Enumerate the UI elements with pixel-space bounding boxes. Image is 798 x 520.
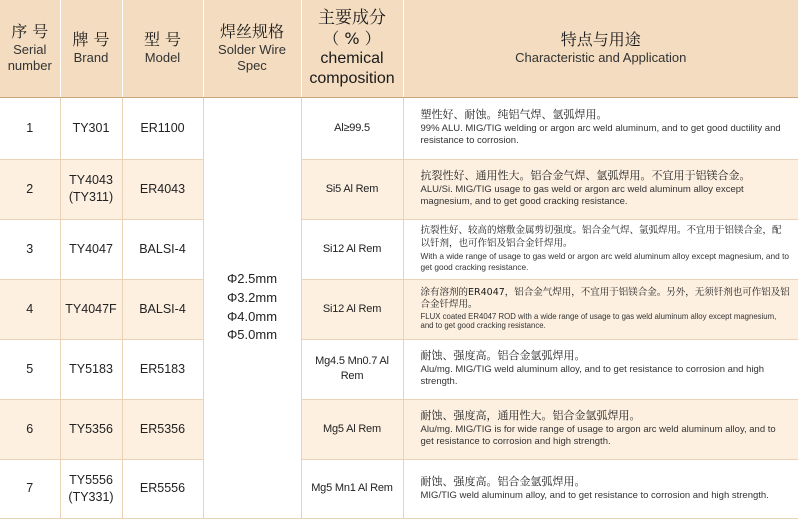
header-composition — [301, 0, 403, 97]
header-model-en: Model — [144, 50, 181, 66]
application-cell — [403, 219, 798, 279]
application-cn: 耐蚀、强度高，通用性大。铝合金氩弧焊用。 — [420, 409, 641, 423]
application-cn: 耐蚀、强度高。铝合金氩弧焊用。 — [420, 349, 586, 363]
header-row — [0, 0, 798, 97]
serial-cell: 1 — [0, 97, 60, 159]
application-cell — [403, 339, 798, 399]
brand-alias: (TY311) — [68, 190, 114, 204]
composition-cell: Mg5 Al Rem — [301, 399, 403, 459]
wire-spec-value: Φ2.5mm — [226, 270, 278, 286]
serial-cell: 4 — [0, 279, 60, 339]
header-composition-en: chemical composition — [309, 49, 395, 87]
brand-cell — [60, 97, 122, 159]
header-application — [403, 0, 798, 97]
model-cell: BALSI-4 — [122, 219, 203, 279]
composition-cell: Si5 Al Rem — [301, 159, 403, 219]
application-cn: 抗裂性好、通用性大。铝合金气焊、氩弧焊用。不宜用于铝镁合金。 — [420, 169, 751, 183]
serial-cell: 2 — [0, 159, 60, 219]
application-cn: 涂有溶剂的ER4047，铝合金气焊用，不宜用于铝镁合金。另外，无须钎剂也可作铝及铝合金钎焊用。 — [420, 286, 790, 311]
header-composition-cn: 主要成分 — [318, 7, 386, 28]
model-cell: ER5183 — [122, 339, 203, 399]
application-cell — [403, 97, 798, 159]
table-row — [0, 459, 798, 518]
model-cell: ER5556 — [122, 459, 203, 518]
serial-cell: 5 — [0, 339, 60, 399]
brand-code: TY5183 — [69, 361, 113, 376]
application-en: 99% ALU. MIG/TIG welding or argon arc weld aluminum, and to get good ductility and resistance to corrosion. — [420, 123, 781, 147]
header-serial-en: Serial number — [7, 42, 52, 74]
application-cell — [403, 159, 798, 219]
header-application-en: Characteristic and Application — [515, 50, 687, 66]
composition-cell: Mg4.5 Mn0.7 Al Rem — [301, 339, 403, 399]
serial-cell: 3 — [0, 219, 60, 279]
application-en: Alu/mg. MIG/TIG weld aluminum alloy, and to get resistance to corrosion and high strength. — [420, 364, 765, 388]
application-en: FLUX coated ER4047 ROD with a wide range of usage to gas weld aluminum alloy except magnesium, and to get good cracking resistance. — [420, 311, 777, 331]
application-cn: 抗裂性好、较高的熔敷金属剪切强度。铝合金气焊、氩弧焊用。不宜用于铝镁合金，配以钎剂，也可作铝及铝合金钎焊用。 — [420, 225, 782, 250]
serial-cell: 6 — [0, 399, 60, 459]
model-cell: BALSI-4 — [122, 279, 203, 339]
serial-cell: 7 — [0, 459, 60, 518]
table-row — [0, 159, 798, 219]
application-en: ALU/Si. MIG/TIG usage to gas weld or argon arc weld aluminum alloy except magnesium, and to get good cracking resistance. — [420, 184, 744, 208]
brand-code: TY5356 — [69, 421, 113, 436]
header-brand-cn: 牌 号 — [72, 30, 110, 50]
application-en: With a wide range of usage to gas weld or argon arc weld aluminum alloy except magnesium, and to get good cracking resistance. — [420, 251, 789, 272]
table-row — [0, 399, 798, 459]
brand-code: TY4047F — [65, 301, 117, 316]
application-cell — [403, 459, 798, 518]
model-cell: ER4043 — [122, 159, 203, 219]
brand-cell — [60, 339, 122, 399]
composition-cell: Si12 Al Rem — [301, 219, 403, 279]
header-composition-unit: （ % ） — [323, 28, 381, 48]
wire-spec-cell — [203, 97, 301, 518]
composition-cell: Si12 Al Rem — [301, 279, 403, 339]
brand-cell — [60, 399, 122, 459]
brand-code: TY4047 — [69, 241, 113, 256]
header-spec-en: Solder Wire Spec — [218, 42, 286, 74]
wire-spec-value: Φ3.2mm — [226, 289, 278, 305]
header-brand — [60, 0, 122, 97]
header-spec-cn: 焊丝规格 — [219, 22, 284, 41]
application-cell — [403, 279, 798, 339]
brand-cell — [60, 219, 122, 279]
header-model-cn: 型 号 — [143, 30, 182, 50]
brand-cell — [60, 279, 122, 339]
composition-cell: Al≥99.5 — [301, 97, 403, 159]
application-cell — [403, 399, 798, 459]
wire-spec-value: Φ4.0mm — [226, 308, 278, 324]
brand-cell — [60, 459, 122, 518]
brand-alias: (TY331) — [68, 489, 114, 504]
model-cell: ER5356 — [122, 399, 203, 459]
table-row — [0, 97, 798, 159]
application-en: Alu/mg. MIG/TIG is for wide range of usage to argon arc weld aluminum alloy, and to get resistance to corrosion and high strength. — [420, 424, 776, 448]
composition-cell: Mg5 Mn1 Al Rem — [301, 459, 403, 518]
table-row — [0, 219, 798, 279]
application-cn: 塑性好、耐蚀。纯铝气焊、氩弧焊用。 — [420, 108, 608, 122]
brand-code: TY5556 — [69, 472, 113, 487]
table-row — [0, 339, 798, 399]
header-application-cn: 特点与用途 — [560, 30, 641, 50]
header-spec — [203, 0, 301, 97]
header-model — [122, 0, 203, 97]
header-serial — [0, 0, 60, 97]
brand-code: TY4043 — [69, 173, 113, 188]
header-brand-en: Brand — [73, 50, 109, 66]
brand-cell — [60, 159, 122, 219]
wire-spec-value: Φ5.0mm — [226, 327, 278, 343]
table-row — [0, 279, 798, 339]
application-cn: 耐蚀、强度高。铝合金氩弧焊用。 — [420, 474, 586, 488]
brand-code: TY301 — [72, 120, 110, 135]
header-serial-cn: 序 号 — [11, 22, 49, 41]
application-en: MIG/TIG weld aluminum alloy, and to get resistance to corrosion and high strength. — [420, 489, 769, 501]
model-cell: ER1100 — [122, 97, 203, 159]
